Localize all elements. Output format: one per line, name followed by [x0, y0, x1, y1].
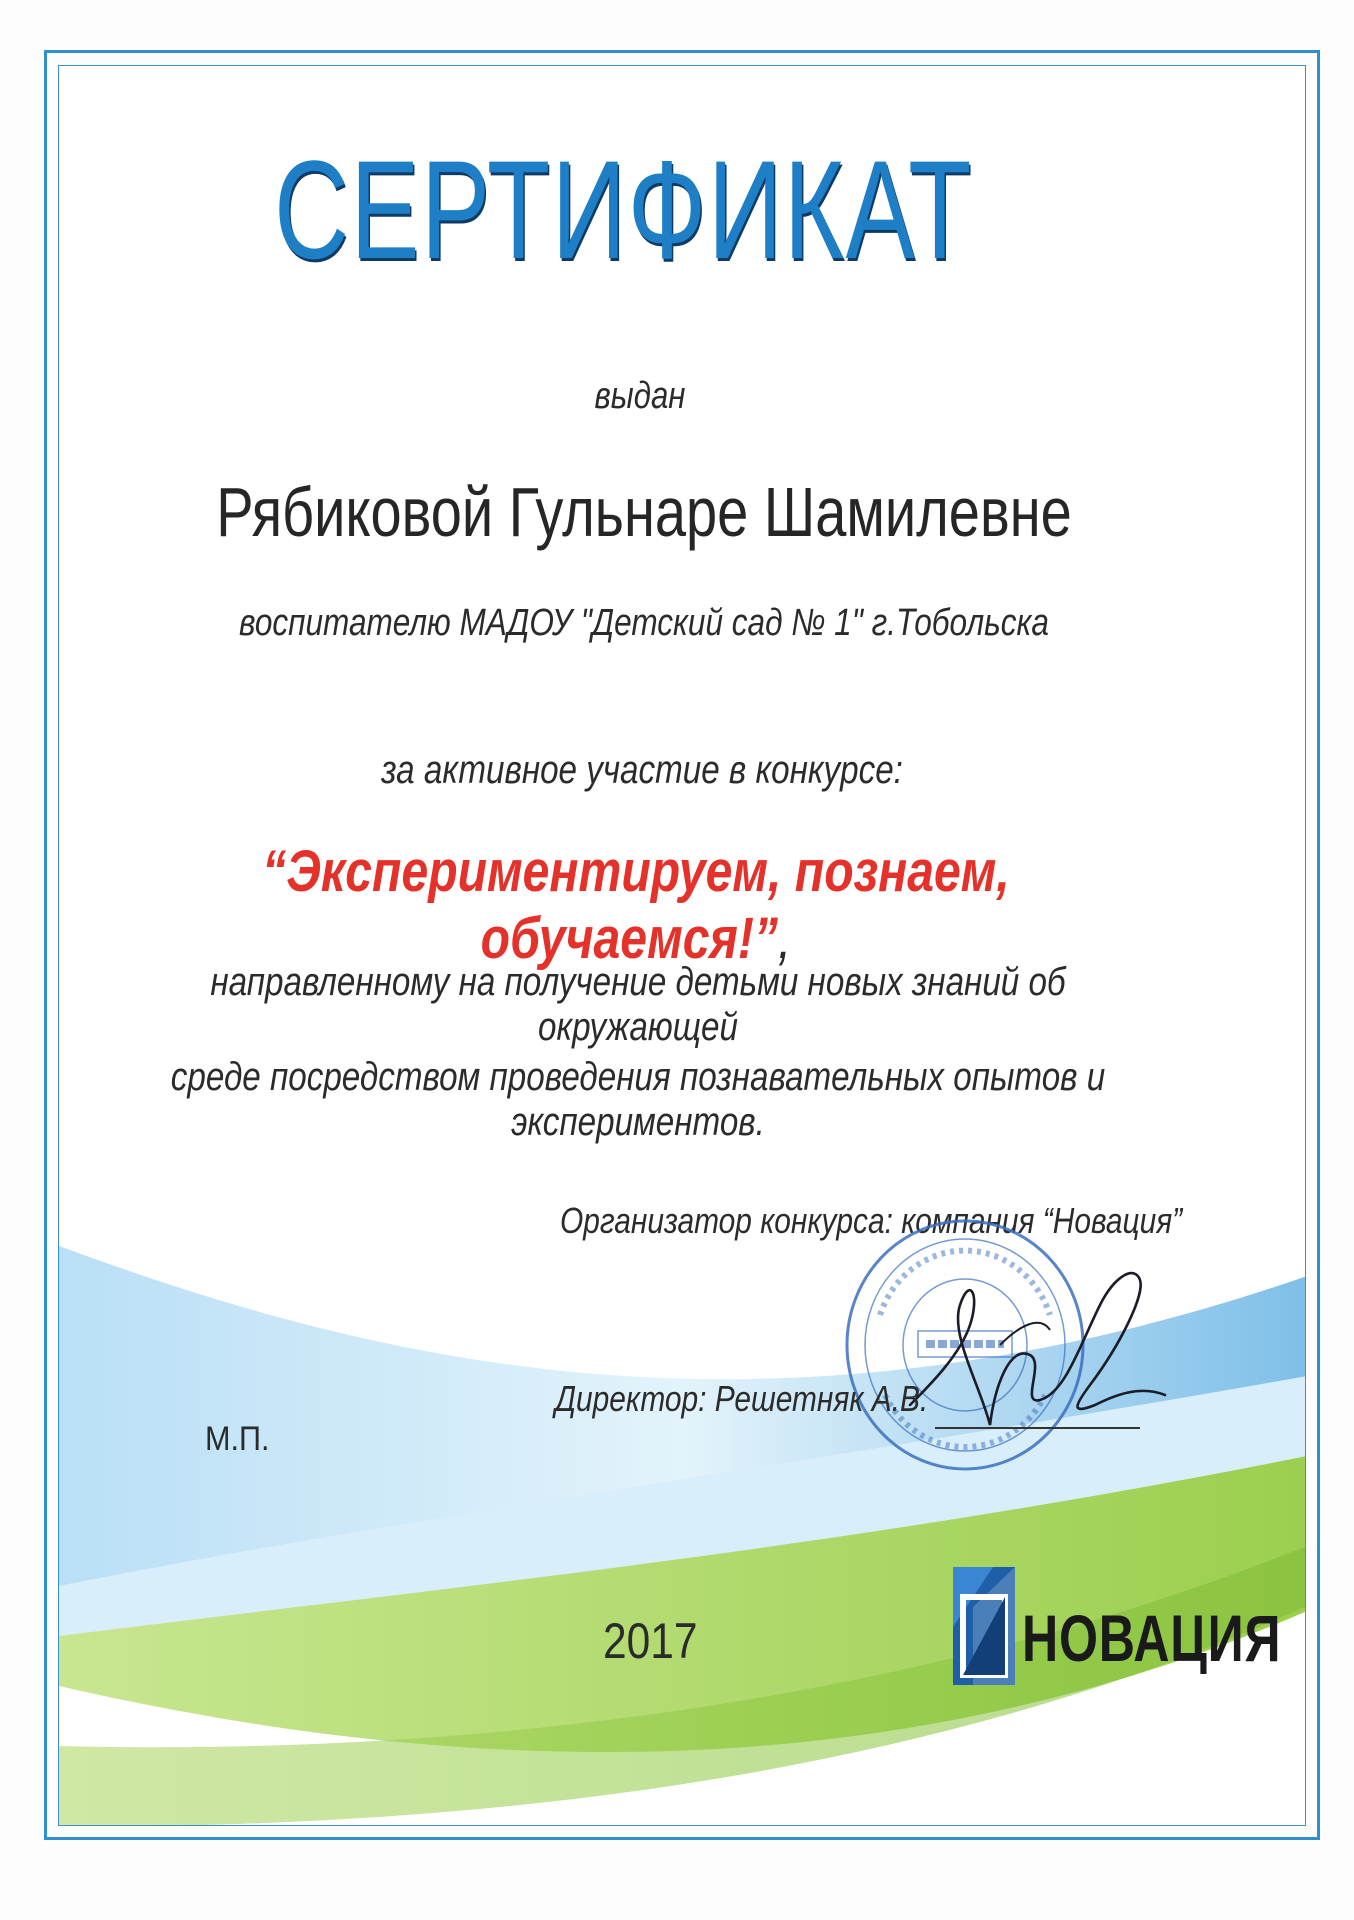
contest-name-line [118, 838, 1154, 972]
director-line: Директор: Решетняк А.В. [555, 1378, 929, 1419]
contest-comma: , [777, 906, 792, 971]
recipient-name: Рябиковой Гульнаре Шамилевне [216, 473, 1072, 551]
description-line-2: среде посредством проведения познавательных опытов и экспериментов. [170, 1055, 1106, 1144]
signature-line [935, 1427, 1140, 1429]
recipient-position: воспитателю МАДОУ "Детский сад № 1" г.Тобольска [239, 602, 1049, 644]
contest-name: “Экспериментируем, познаем, обучаемся!” [262, 839, 1010, 971]
organizer-line: Организатор конкурса: компания “Новация” [560, 1200, 1183, 1241]
issued-label: выдан [594, 375, 686, 417]
certificate-title: СЕРТИФИКАТ [274, 131, 973, 288]
award-reason: за активное участие в конкурсе: [381, 748, 903, 792]
description-line-1: направленному на получение детьми новых знаний об окружающей [210, 960, 1066, 1049]
certificate-year: 2017 [603, 1613, 698, 1669]
director-signature [900, 1235, 1170, 1445]
logo-wordmark: НОВАЦИЯ [1022, 1601, 1282, 1675]
seal-place-label: М.П. [205, 1420, 270, 1458]
